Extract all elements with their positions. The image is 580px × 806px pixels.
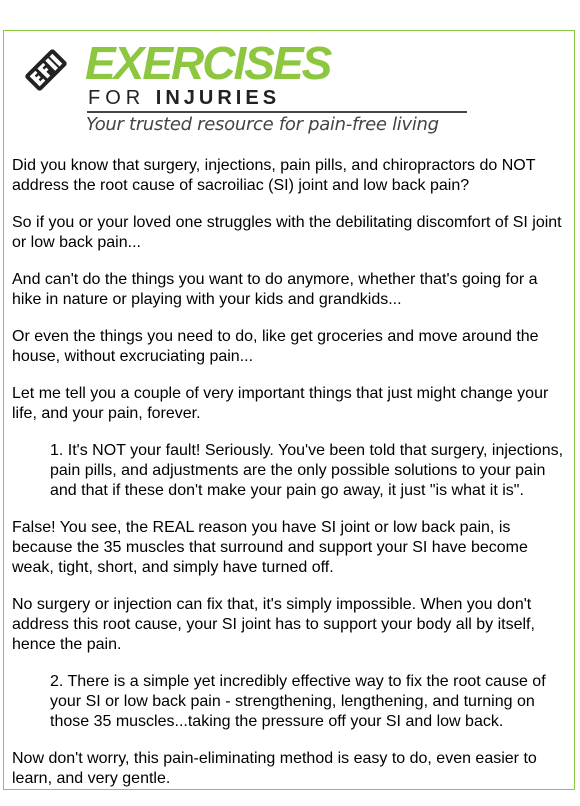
brand-sub-for: FOR bbox=[88, 87, 146, 109]
brand-divider bbox=[87, 111, 467, 113]
paragraph: And can't do the things you want to do anymore, whether that's going for a hike in nature or playing with your kids and grandkids... bbox=[12, 271, 538, 308]
efi-logo-icon bbox=[17, 41, 75, 99]
email-body bbox=[12, 156, 568, 806]
brand-subtitle bbox=[88, 88, 280, 108]
numbered-point: 2. There is a simple yet incredibly effective way to fix the root cause of your SI or low back pain - strengthening, lengthening, and turning on those 35 muscles...taking the pressure off your SI and low back. bbox=[50, 673, 546, 730]
paragraph: So if you or your loved one struggles with the debilitating discomfort of SI joint or low back pain... bbox=[12, 214, 562, 251]
brand-logo[interactable] bbox=[12, 38, 482, 138]
brand-sub-injuries: INJURIES bbox=[155, 87, 281, 109]
brand-tagline: Your trusted resource for pain-free living bbox=[86, 114, 439, 135]
paragraph: Or even the things you need to do, like get groceries and move around the house, without excruciating pain... bbox=[12, 328, 539, 365]
paragraph: No surgery or injection can fix that, it's simply impossible. When you don't address this root cause, your SI joint has to support your body all by itself, hence the pain. bbox=[12, 596, 535, 653]
brand-name: EXERCISES bbox=[85, 37, 331, 89]
numbered-point: 1. It's NOT your fault! Seriously. You've been told that surgery, injections, pain pills, and adjustments are the only possible solutions to your pain and that if these don't make your pain go away, it just "is what it is". bbox=[50, 442, 564, 499]
paragraph: False! You see, the REAL reason you have SI joint or low back pain, is because the 35 muscles that surround and support your SI have become weak, tight, short, and simply have turned off. bbox=[12, 519, 528, 576]
paragraph: Now don't worry, this pain-eliminating method is easy to do, even easier to learn, and very gentle. bbox=[12, 750, 537, 787]
paragraph: Let me tell you a couple of very important things that just might change your life, and your pain, forever. bbox=[12, 385, 549, 422]
paragraph: Did you know that surgery, injections, pain pills, and chiropractors do NOT address the root cause of sacroiliac (SI) joint and low back pain? bbox=[12, 157, 536, 194]
